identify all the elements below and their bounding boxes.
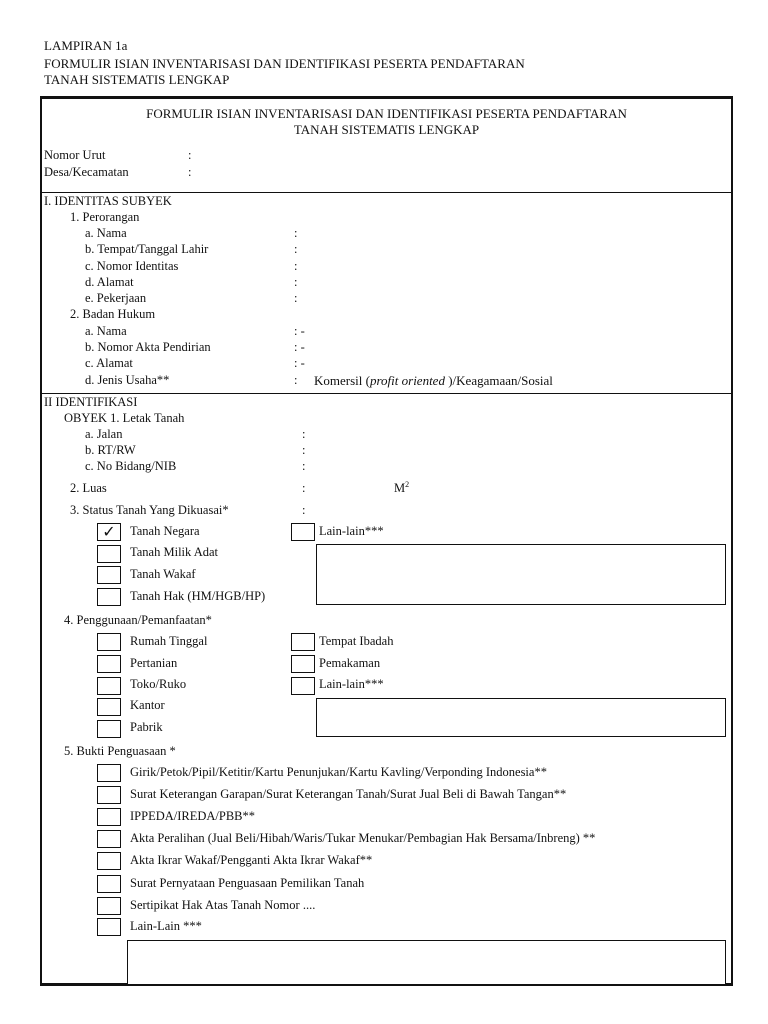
use-kantor-label: Kantor (130, 698, 165, 712)
proof-other-label: Lain-Lain *** (130, 919, 202, 933)
use-pertanian-label: Pertanian (130, 656, 178, 670)
proof-girik-checkbox[interactable] (97, 764, 121, 782)
business-type-value: Komersil (profit oriented )/Keagamaan/Sosial (314, 373, 553, 388)
parcel-number-label: c. No Bidang/NIB (85, 459, 177, 473)
proof-garapan-label: Surat Keterangan Garapan/Surat Keterangan Tanah/Surat Jual Beli di Bawah Tangan** (130, 787, 567, 801)
proof-sertipikat-label: Sertipikat Hak Atas Tanah Nomor .... (130, 898, 316, 912)
perorangan-label: 1. Perorangan (70, 210, 140, 224)
person-name-label: a. Nama (85, 226, 127, 240)
status-tanah-hak-checkbox[interactable] (97, 588, 121, 606)
status-other-checkbox[interactable] (291, 523, 315, 541)
use-other-label: Lain-lain*** (319, 677, 384, 691)
colon: : (302, 427, 306, 441)
colon: : (294, 275, 298, 289)
colon: : (302, 481, 306, 495)
colon: : (188, 148, 192, 162)
colon: : (294, 226, 298, 240)
use-tempat-ibadah-label: Tempat Ibadah (319, 634, 394, 648)
area-label: 2. Luas (70, 481, 107, 495)
colon: : (302, 503, 306, 517)
form-title-line1: FORMULIR ISIAN INVENTARISASI DAN IDENTIFIKASI PESERTA PENDAFTARAN (146, 106, 627, 121)
proof-girik-label: Girik/Petok/Pipil/Ketitir/Kartu Penunjukan/Kartu Kavling/Verponding Indonesia** (130, 765, 547, 779)
section-divider (41, 393, 733, 394)
colon: : (188, 165, 192, 179)
section-divider (41, 192, 733, 193)
status-milik-adat-checkbox[interactable] (97, 545, 121, 563)
entity-business-label: d. Jenis Usaha** (85, 373, 170, 387)
use-pabrik-label: Pabrik (130, 720, 163, 734)
colon-dash: : - (294, 324, 305, 338)
proof-pernyataan-checkbox[interactable] (97, 875, 121, 893)
section-object-heading: II IDENTIFIKASI (44, 395, 138, 409)
header-title-line2: TANAH SISTEMATIS LENGKAP (44, 72, 230, 87)
status-tanah-hak-label: Tanah Hak (HM/HGB/HP) (130, 589, 266, 603)
area-unit: $M^2$ (394, 479, 410, 495)
obyek-location-label: OBYEK 1. Letak Tanah (64, 411, 185, 425)
proof-other-checkbox[interactable] (97, 918, 121, 936)
proof-akta-peralihan-checkbox[interactable] (97, 830, 121, 848)
use-toko-checkbox[interactable] (97, 677, 121, 695)
proof-ippeda-checkbox[interactable] (97, 808, 121, 826)
proof-ippeda-label: IPPEDA/IREDA/PBB** (130, 809, 256, 823)
colon: : (294, 242, 298, 256)
rt-rw-label: b. RT/RW (85, 443, 136, 457)
section-subject-heading: I. IDENTITAS SUBYEK (44, 194, 172, 208)
proof-other-textbox[interactable] (127, 940, 726, 984)
proof-akta-wakaf-checkbox[interactable] (97, 852, 121, 870)
form-title-line2: TANAH SISTEMATIS LENGKAP (293, 122, 480, 137)
use-pabrik-checkbox[interactable] (97, 720, 121, 738)
use-rumah-tinggal-label: Rumah Tinggal (130, 634, 208, 648)
person-address-label: d. Alamat (85, 275, 134, 289)
colon-dash: : - (294, 340, 305, 354)
use-kantor-checkbox[interactable] (97, 698, 121, 716)
use-tempat-ibadah-checkbox[interactable] (291, 633, 315, 651)
status-tanah-negara-checkbox[interactable]: ✓ (97, 523, 121, 541)
colon-dash: : - (294, 356, 305, 370)
colon: : (294, 291, 298, 305)
use-other-checkbox[interactable] (291, 677, 315, 695)
entity-address-label: c. Alamat (85, 356, 133, 370)
nomor-urut-label: Nomor Urut (44, 148, 106, 162)
colon: : (302, 459, 306, 473)
proof-akta-wakaf-label: Akta Ikrar Wakaf/Pengganti Akta Ikrar Wakaf** (130, 853, 373, 867)
entity-deed-label: b. Nomor Akta Pendirian (85, 340, 211, 354)
use-other-textbox[interactable] (316, 698, 726, 737)
proof-sertipikat-checkbox[interactable] (97, 897, 121, 915)
proof-heading: 5. Bukti Penguasaan * (64, 744, 176, 758)
use-pertanian-checkbox[interactable] (97, 655, 121, 673)
desa-kecamatan-label: Desa/Kecamatan (44, 165, 129, 179)
attachment-label: LAMPIRAN 1a (44, 38, 128, 53)
header-title-line1: FORMULIR ISIAN INVENTARISASI DAN IDENTIFIKASI PESERTA PENDAFTARAN (44, 56, 525, 71)
use-toko-label: Toko/Ruko (130, 677, 187, 691)
status-other-label: Lain-lain*** (319, 524, 384, 538)
street-label: a. Jalan (85, 427, 123, 441)
land-use-heading: 4. Penggunaan/Pemanfaatan* (64, 613, 212, 627)
colon: : (302, 443, 306, 457)
status-wakaf-checkbox[interactable] (97, 566, 121, 584)
use-pemakaman-checkbox[interactable] (291, 655, 315, 673)
proof-garapan-checkbox[interactable] (97, 786, 121, 804)
use-rumah-tinggal-checkbox[interactable] (97, 633, 121, 651)
status-wakaf-label: Tanah Wakaf (130, 567, 196, 581)
land-status-heading: 3. Status Tanah Yang Dikuasai* (70, 503, 229, 517)
person-id-label: c. Nomor Identitas (85, 259, 179, 273)
status-other-textbox[interactable] (316, 544, 726, 605)
person-birth-label: b. Tempat/Tanggal Lahir (85, 242, 209, 256)
badan-hukum-label: 2. Badan Hukum (70, 307, 156, 321)
entity-name-label: a. Nama (85, 324, 127, 338)
person-job-label: e. Pekerjaan (85, 291, 147, 305)
proof-akta-peralihan-label: Akta Peralihan (Jual Beli/Hibah/Waris/Tukar Menukar/Pembagian Hak Bersama/Inbreng) ** (130, 831, 596, 845)
proof-pernyataan-label: Surat Pernyataan Penguasaan Pemilikan Tanah (130, 876, 365, 890)
status-milik-adat-label: Tanah Milik Adat (130, 545, 219, 559)
use-pemakaman-label: Pemakaman (319, 656, 381, 670)
colon: : (294, 259, 298, 273)
status-tanah-negara-label: Tanah Negara (130, 524, 200, 538)
colon: : (294, 373, 298, 387)
